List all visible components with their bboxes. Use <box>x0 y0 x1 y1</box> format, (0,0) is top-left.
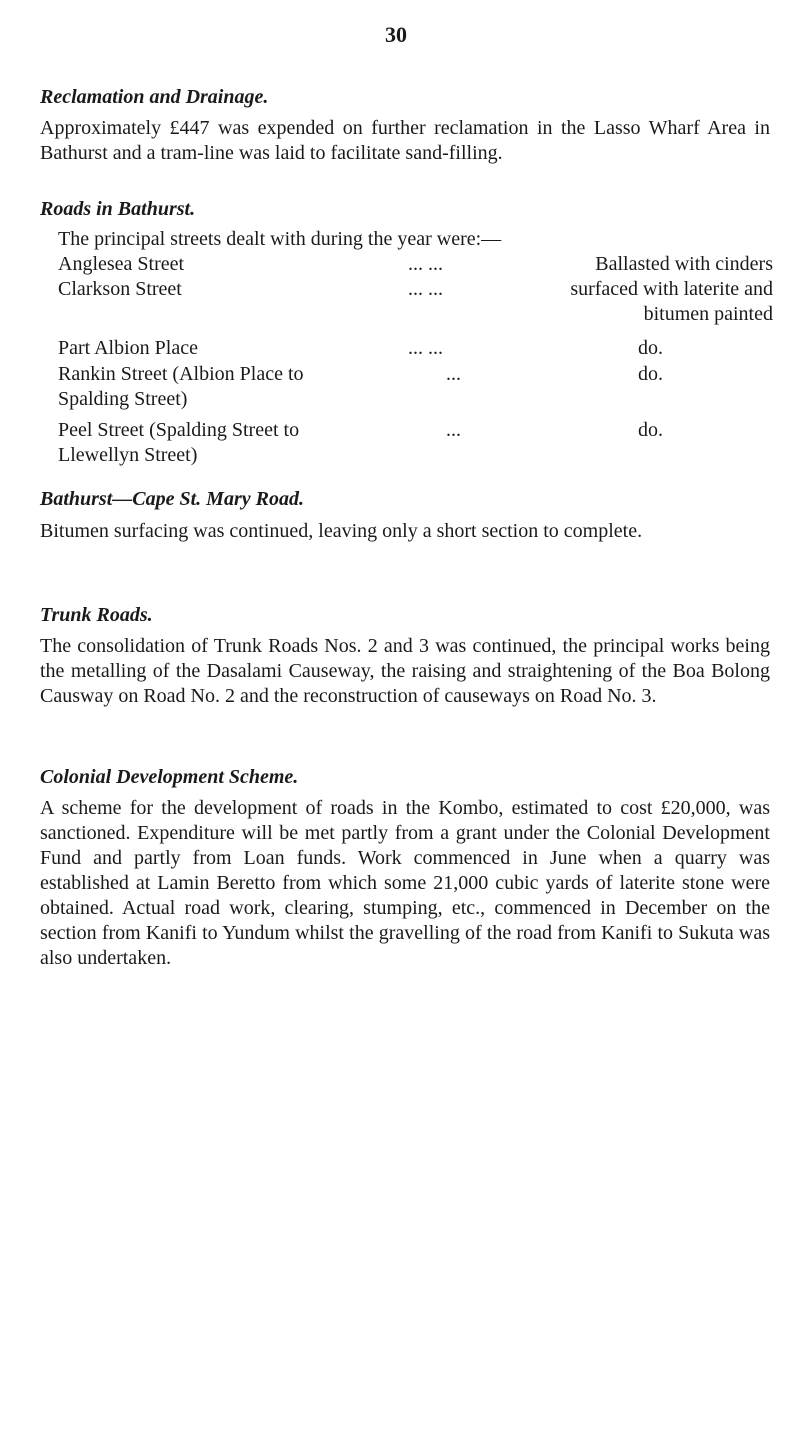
heading-reclamation: Reclamation and Drainage. <box>40 86 269 108</box>
paragraph-reclamation: Approximately £447 was expended on further reclamation in the Lasso Wharf Area in Bathurst and a tram-line was laid to facilitate sand-filling. <box>40 117 770 164</box>
heading-trunk-roads: Trunk Roads. <box>40 604 153 626</box>
street-name: Clarkson Street <box>58 278 182 300</box>
leader-dots: ... ... <box>408 337 443 359</box>
paragraph-cape-st-mary-road: Bitumen surfacing was continued, leaving only a short section to complete. <box>40 520 643 542</box>
street-name: Rankin Street (Albion Place to Spalding Street) <box>58 363 304 410</box>
heading-colonial-development: Colonial Development Scheme. <box>40 766 299 788</box>
street-treatment: Ballasted with cinders <box>595 253 773 275</box>
leader-dots: ... ... <box>408 278 443 300</box>
street-name: Anglesea Street <box>58 253 185 275</box>
street-name: Part Albion Place <box>58 337 198 359</box>
street-treatment: do. <box>638 337 663 359</box>
heading-cape-st-mary-road: Bathurst—Cape St. Mary Road. <box>40 488 304 510</box>
street-treatment: do. <box>638 419 663 441</box>
street-name: Peel Street (Spalding Street to Llewellyn Street) <box>58 419 300 466</box>
heading-roads-in-bathurst: Roads in Bathurst. <box>40 198 196 220</box>
leader-dots: ... <box>446 419 461 441</box>
street-treatment: surfaced with laterite and bitumen painted <box>570 278 773 325</box>
paragraph-colonial-development: A scheme for the development of roads in the Kombo, estimated to cost £20,000, was sanctioned. Expenditure will be met partly from a grant under the Colonial Development Fund and partly from Loan funds. Work commenced in June when a quarry was established at Lamin Beretto from which some 21,000 cubic yards of laterite stone were obtained. Actual road work, clearing, stumping, etc., commenced in December on the section from Kanifi to Yundum whilst the gravelling of the road from Kanifi to Sukuta was also undertaken. <box>40 797 770 969</box>
paragraph-trunk-roads: The consolidation of Trunk Roads Nos. 2 and 3 was continued, the principal works being the metalling of the Dasalami Causeway, the raising and straightening of the Boa Bolong Causway on Road No. 2 and the reconstruction of causeways on Road No. 3. <box>40 635 770 707</box>
street-treatment: do. <box>638 363 663 385</box>
leader-dots: ... <box>446 363 461 385</box>
page-number: 30 <box>385 22 407 47</box>
streets-lead: The principal streets dealt with during the year were:— <box>58 228 502 250</box>
leader-dots: ... ... <box>408 253 443 275</box>
